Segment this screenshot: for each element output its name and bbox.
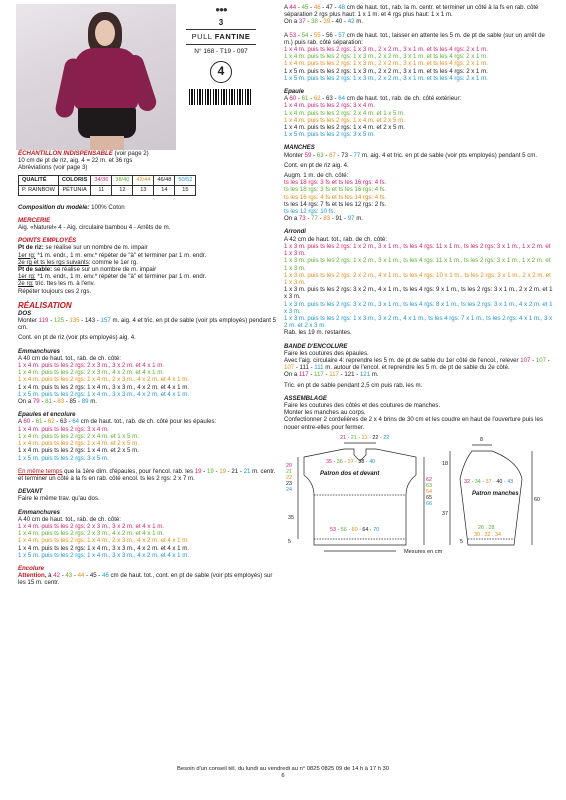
bande-title: BANDE D'ENCOLURE — [284, 342, 348, 350]
dim-cuff-2: 30 . 32 . 34 — [474, 531, 501, 538]
table-header: 38/40 — [112, 175, 133, 185]
table-cell: 15 — [175, 185, 196, 195]
arrondi-line: 1 x 3 m. puis ts les 2 rgs: 3 x 2 m., 3 x 1 m., ts les 4 rgs: 8 x 1 m., ts les 2 rgs: 3 x 1 m., 4 x 2 m. et 1 x 3 m. — [284, 300, 553, 315]
emmanchures-result: On a 79 - 81 - 83 - 85 - 89 m. — [18, 398, 97, 406]
right-column — [284, 4, 554, 557]
emmanchures2-line: 1 x 4 m. puis ts les 2 rgs: 1 x 4 m., 3 x 3 m., 4 x 2 m. et 4 x 1 m. — [18, 544, 190, 552]
left-column — [18, 150, 280, 587]
arrondi-title: Arrondi — [284, 228, 307, 236]
dim-body-height: 35 — [288, 514, 294, 521]
manches-line: ts les 18 rgs: 3 fs et ts les 16 rgs: 4 fs. — [284, 179, 387, 187]
dim-sleeve-total: 60 — [534, 496, 540, 503]
mesures-label: Mesures en cm — [404, 548, 443, 555]
pattern-reference: N° 168 - T19 - 097 — [194, 47, 248, 55]
table-cell: 14 — [154, 185, 175, 195]
devant-title: DEVANT — [18, 488, 43, 496]
point-riz-row2: 2e rg et ts les rgs suivants: comme le 1er rg. — [18, 258, 138, 266]
bande-line2: Avec l'aig. circulaire 4: reprendre les 5 m. de pt de sable du 1er côté de l'encol., relever 107 - 107 - 107 - 111 - 111 m. autour de l'encol. et reprendre les 5 m. de pt de sable du 2e côté. — [284, 356, 550, 372]
difficulty-level: 3 — [218, 18, 224, 28]
epaule-line: 1 x 4 m. puis ts les 2 rgs: 3 x 4 m. — [284, 102, 375, 110]
point-sable-row2: 2e rg: tric. ttes les m. à l'env. — [18, 280, 95, 288]
emmanchures-line: 1 x 4 m. puis ts les 2 rgs: 2 x 3 m., 3 x 2 m. et 4 x 1 m. — [18, 362, 164, 370]
dos-continue: Cont. en pt de riz (voir pts employés) aig. 4. — [18, 334, 136, 342]
epaule-intro: A 60 - 61 - 62 - 63 - 64 cm de haut. tot., rab. de ch. côté extérieur: — [284, 95, 462, 103]
epaules-line: 1 x 4 m. puis ts les 2 rgs: 3 x 4 m. — [18, 425, 109, 433]
point-sable-row1: 1er rg: *1 m. endr., 1 m. env.* répéter de "à" et terminer par 1 m. endr. — [18, 273, 207, 281]
yarn-balls-icon: ●●● — [215, 5, 227, 14]
epaules-line: 1 x 5 m. puis ts les 2 rgs: 3 x 5 m. — [18, 454, 109, 462]
emmanchures-line: 1 x 5 m. puis ts les 2 rgs: 1 x 4 m., 3 x 3 m., 4 x 2 m. et 4 x 1 m. — [18, 390, 190, 398]
bande-line1: Faire les coutures des épaules. — [284, 349, 369, 357]
emmanchures-line: 1 x 4 m. puis ts les 2 rgs: 1 x 4 m., 3 x 3 m., 4 x 2 m. et 4 x 1 m. — [18, 383, 190, 391]
attente-text: A 53 - 54 - 55 - 56 - 57 cm de haut. tot., laisser en attente les 5 m. de pt de sable (sur un arrêt de m.) puis rab. côté séparation: — [284, 31, 545, 46]
assemblage-line1: Faire les coutures des côtés et des coutures de manches. — [284, 401, 441, 409]
emmanchures2-title: Emmanchures — [18, 508, 60, 516]
encolure-text: Attention, à 42 - 43 - 44 - 45 - 46 cm de haut. tot., cont. en pt de sable (voir pts employés) sur les 15 m. centr. — [18, 572, 273, 587]
epaule-line: 1 x 5 m. puis ts les 2 rgs: 3 x 5 m. — [284, 131, 375, 139]
mercerie-title: MERCERIE — [18, 216, 51, 224]
assemblage-line2: Monter les manches au corps. — [284, 409, 366, 417]
manches-continue: Cont. en pt de riz aig. 4. — [284, 161, 349, 169]
epaule-line: 1 x 4 m. puis ts les 2 rgs: 2 x 4 m. et 1 x 5 m. — [284, 109, 405, 117]
manches-augm: Augm. 1 m. de ch. côté: — [284, 172, 349, 180]
emmanchures2-line: 1 x 4 m. puis ts les 2 rgs: 2 x 3 m., 3 x 2 m. et 4 x 1 m. — [18, 522, 164, 530]
manches-line: ts les 18 rgs: 3 fs et ts les 16 rgs: 4 fs. — [284, 186, 387, 194]
epaule-line: 1 x 4 m. puis ts les 2 rgs: 1 x 4 m. et 2 x 5 m. — [284, 124, 405, 132]
attente-line: 1 x 5 m. puis ts les 2 rgs: 1 x 3 m., 2 x 2 m., 3 x 1 m. et ts les 4 rgs: 2 x 1 m. — [284, 67, 488, 75]
arrondi-line: 1 x 3 m. puis ts les 2 rgs: 1 x 2 m., 3 x 1 m., ts les 4 rgs: 11 x 1 m., ts les 2 rgs: 3 x 1 m., 1 x 2 m. et 1 x 3 m. — [284, 257, 551, 272]
separation-text: A 44 - 45 - 46 - 47 - 48 cm de haut. tot., rab. la m. centr. et terminer un côté à la fs en rab. côté séparation 2 rgs plus haut: 1 x 1 m. et 4 rgs plus haut: 1 x 1 m. — [284, 4, 539, 19]
echantillon-abbrev: Abréviations (voir page 3) — [18, 164, 88, 172]
dim-sleeve-cap: 18 — [442, 460, 448, 467]
devant-text: Faire le même trav. qu'au dos. — [18, 495, 100, 503]
table-header: 42/44 — [133, 175, 154, 185]
epaules-line: 1 x 4 m. puis ts les 2 rgs: 2 x 4 m. et 1 x 5 m. — [18, 432, 139, 440]
dim-sleeve-length: 37 — [442, 510, 448, 517]
quantity-table — [18, 175, 196, 196]
manches-cast-on: Monter 59 - 63 - 67 - 73 - 77 m. aig. 4 et tric. en pt de sable (voir pts employés) pendant 5 cm. — [284, 151, 538, 159]
epaules-line: 1 x 4 m. puis ts les 2 rgs: 1 x 4 m. et 2 x 5 m. — [18, 447, 139, 455]
assemblage-line3: Confectionner 2 cordelières de 2 x 4 brins de 30 cm et les coudre en haut de l'ouverture puis les nouer entre-elles pour fermer. — [284, 416, 543, 431]
epaules-line: 1 x 4 m. puis ts les 2 rgs: 1 x 4 m. et 2 x 5 m. — [18, 440, 139, 448]
table-header: 46/48 — [154, 175, 175, 185]
arrondi-line: 1 x 3 m. puis ts les 2 rgs: 1 x 2 m., 3 x 1 m., ts les 4 rgs: 11 x 1 m., ts les 2 rgs: 3 x 1 m., 1 x 2 m. et 1 x 3 m. — [284, 242, 551, 258]
dos-title: DOS — [18, 309, 32, 317]
points-title: POINTS EMPLOYÉS — [18, 237, 77, 245]
point-sable-row3: Répéter toujours ces 2 rgs. — [18, 287, 92, 295]
table-cell: P. RAINBOW — [19, 185, 59, 195]
footer-text: Besoin d'un conseil tél. du lundi au vendredi au n° 0825 0825 09 de 14 h à 17 h 30 — [177, 766, 389, 772]
dim-cuff-rib: 5 — [460, 538, 463, 545]
assemblage-title: ASSEMBLAGE — [284, 394, 327, 402]
manches-result: On a 73 - 77 - 83 - 91 - 97 m. — [284, 215, 363, 223]
arrondi-line: 1 x 3 m. puis ts les 2 rgs: 2 x 2 m., 4 x 1 m., ts les 4 rgs: 10 x 1 m., ts les 2 rgs: 3 x 1 m., 2 x 2 m. et 1 x 3 m. — [284, 271, 551, 286]
manches-line: ts les 14 rgs: 7 fs et ts les 12 rgs: 2 fs. — [284, 200, 387, 208]
epaules-title: Epaules et encolure — [18, 411, 76, 419]
table-cell: 12 — [112, 185, 133, 195]
dim-total-height: 62 63 64 65 66 — [426, 476, 432, 507]
footer — [0, 766, 566, 780]
barcode-icon — [189, 89, 253, 105]
dim-cuff-1: 26 . 28 — [478, 524, 495, 531]
dim-sleeve-width: 32 · 34 · 37 · 40 · 43 — [464, 478, 514, 485]
table-header: 50/52 — [175, 175, 196, 185]
emmanchures2-line: 1 x 5 m. puis ts les 2 rgs: 1 x 4 m., 3 x 3 m., 4 x 2 m. et 4 x 1 m. — [18, 551, 190, 559]
table-cell: 11 — [91, 185, 112, 195]
attente-line: 1 x 5 m. puis ts les 2 rgs: 1 x 3 m., 2 x 2 m., 3 x 1 m. et ts les 4 rgs: 2 x 1 m. — [284, 74, 488, 82]
point-riz: Pt de riz: se réalise sur un nombre de m. impair — [18, 244, 148, 252]
point-sable: Pt de sable: se réalise sur un nombre de m. impair — [18, 266, 157, 274]
patron-manches-label: Patron manches — [472, 490, 519, 497]
point-riz-row1: 1er rg: *1 m. endr., 1 m. env.* répéter de "à" et terminer par 1 m. endr. — [18, 251, 207, 259]
table-header: COLORIS — [58, 175, 90, 185]
arrondi-end: Rab. les 19 m. restantes. — [284, 329, 352, 337]
bande-result: On a 117 - 117 - 117 - 121 - 121 m. — [284, 371, 379, 379]
emmanchures-line: 1 x 4 m. puis ts les 2 rgs: 1 x 4 m., 2 x 3 m., 4 x 2 m. et 4 x 1 m. — [18, 376, 190, 384]
meme-temps: En même temps que la 1ère dim. d'épaules, pour l'encol. rab. les 19 - 19 - 19 - 21 - 21 m. centr. et terminer un côté à la fs en rab. côté encol. ts les 2 rgs: 2 x 7 m. — [18, 467, 276, 482]
table-cell: PÉTUNIA — [58, 185, 90, 195]
emmanchures-line: 1 x 4 m. puis ts les 2 rgs: 2 x 3 m., 4 x 2 m. et 4 x 1 m. — [18, 369, 164, 377]
echantillon-line: 10 cm de pt de riz, aig. 4 = 22 m. et 36 rgs — [18, 157, 133, 165]
arrondi-line: 1 x 3 m. puis ts les 2 rgs: 3 x 2 m., 4 x 1 m., ts les 4 rgs: 9 x 1 m., ts les 2 rgs: 3 x 1 m., 2 x 2 m. et 1 x 3 m. — [284, 286, 553, 301]
manches-line: ts les 12 rgs: 10 fs. — [284, 208, 336, 216]
emmanchures2-intro: A 40 cm de haut. tot., rab. de ch. côté: — [18, 515, 121, 523]
dim-width: 53 · 56 · 60 · 64 · 70 — [330, 526, 380, 533]
pattern-title: PULL FANTINE — [191, 32, 251, 42]
arrondi-intro: A 42 cm de haut. tot., rab. de ch. côté: — [284, 235, 387, 243]
pattern-badge — [180, 4, 262, 150]
page-number: 6 — [281, 773, 285, 779]
manches-title: MANCHES — [284, 144, 315, 152]
emmanchures2-line: 1 x 4 m. puis ts les 2 rgs: 1 x 4 m., 2 x 3 m., 4 x 2 m. et 4 x 1 m. — [18, 537, 190, 545]
dim-shoulder: 21 · 21 · 21 · 22 · 22 — [340, 434, 390, 441]
emmanchures-title: Emmanchures — [18, 347, 60, 355]
dim-sleeve-top: 8 — [480, 436, 483, 443]
emmanchures-intro: A 40 cm de haut. tot., rab. de ch. côté: — [18, 354, 121, 362]
patron-dos-label: Patron dos et devant — [320, 470, 380, 477]
bande-line3: Tric. en pt de sable pendant 2,5 cm puis rab. les m. — [284, 381, 423, 389]
dos-cast-on: Monter 119 - 125 - 135 - 143 - 157 m. aig. 4 et tric. en pt de sable (voir pts employés) pendant 5 cm. — [18, 317, 277, 332]
emmanchures2-line: 1 x 4 m. puis ts les 2 rgs: 2 x 3 m., 4 x 2 m. et 4 x 1 m. — [18, 530, 164, 538]
attente-line: 1 x 4 m. puis ts les 2 rgs: 1 x 3 m., 2 x 2 m., 3 x 1 m. et ts les 4 rgs: 2 x 1 m. — [284, 53, 488, 61]
realisation-title: RÉALISATION — [18, 300, 72, 310]
dim-neck: 35 · 36 · 37 · 38 · 40 — [326, 458, 376, 465]
epaules-intro: A 60 - 61 - 62 - 63 - 64 cm de haut. tot., rab. de ch. côté pour les épaules: — [18, 418, 217, 426]
attente-line: 1 x 4 m. puis ts les 2 rgs: 1 x 3 m., 2 x 2 m., 3 x 1 m. et ts les 4 rgs: 2 x 1 m. — [284, 46, 488, 54]
needle-size-badge: 4 — [210, 61, 232, 83]
model-photo — [16, 4, 176, 150]
attente-line: 1 x 4 m. puis ts les 2 rgs: 1 x 3 m., 2 x 2 m., 3 x 1 m. et ts les 4 rgs: 2 x 1 m. — [284, 60, 488, 68]
manches-line: ts les 16 rgs: 4 fs et ts les 14 rgs: 4 fs. — [284, 193, 387, 201]
arrondi-line: 1 x 3 m. puis ts les 2 rgs: 1 x 3 m., 3 x 2 m., 4 x 1 m., ts les 4 rgs: 7 x 1 m., ts les 2 rgs: 4 x 1 m., 3 x 2 m. et 2 x 3 m. — [284, 314, 553, 330]
separation-result: On a 37 - 38 - 39 - 40 - 42 m. — [284, 18, 363, 26]
mercerie-text: Aig. «Naturel» 4 - Aig. circulaire bambou 4 - Arrêts de m. — [18, 224, 171, 232]
epaule-title: Epaule — [284, 88, 304, 96]
composition: Composition du modèle: 100% Coton — [18, 203, 125, 211]
dim-armhole: 20 21 22 23 24 — [286, 462, 292, 493]
table-cell: 13 — [133, 185, 154, 195]
table-header: QUALITÉ — [19, 175, 59, 185]
pattern-schematic — [284, 435, 554, 557]
encolure-title: Encolure — [18, 564, 45, 572]
table-header: 34/36 — [91, 175, 112, 185]
echantillon-title: ÉCHANTILLON INDISPENSABLE (voir page 2) — [18, 150, 149, 157]
epaule-line: 1 x 4 m. puis ts les 2 rgs: 1 x 4 m. et 2 x 5 m. — [284, 116, 405, 124]
dim-rib-height: 5 — [288, 538, 291, 545]
